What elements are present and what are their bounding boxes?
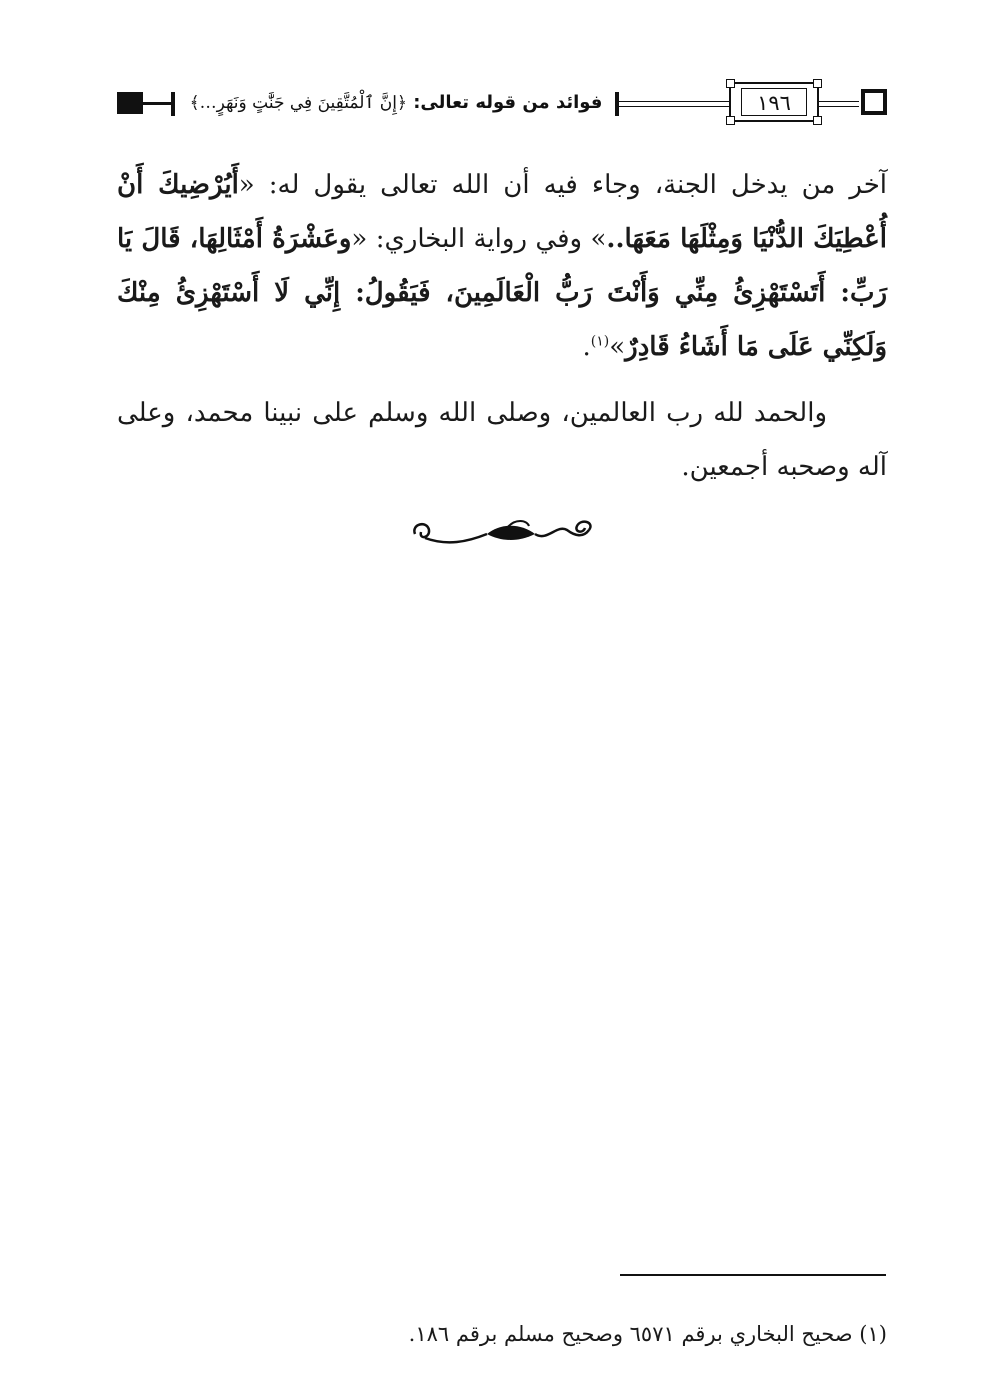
- text-run: آخر من يدخل الجنة، وجاء فيه أن الله تعالى يقول له: «: [238, 170, 887, 200]
- frame-corner-ornament: [726, 116, 735, 125]
- header-title-verse: ﴿إِنَّ ٱلْمُتَّقِينَ فِي جَنَّٰتٍ وَنَهَرٍ…﴾: [189, 93, 407, 113]
- paragraph-closing: والحمد لله رب العالمين، وصلى الله وسلم على نبينا محمد، وعلى آله وصحبه أجمعين.: [117, 398, 887, 482]
- header-bar-left: [171, 92, 175, 116]
- frame-corner-ornament: [813, 79, 822, 88]
- page-number: ١٩٦: [741, 88, 807, 116]
- hadith-quote-1: أَيُرْضِيكَ أَنْ أُعْطِيَكَ الدُّنْيَا وَمِثْلَهَا مَعَهَا..: [117, 170, 887, 254]
- hadith-quote-2: وعَشْرَةُ أَمْثَالِهَا، قَالَ يَا رَبِّ: أَتَسْتَهْزِئُ مِنِّي وَأَنْتَ رَبُّ الْعَالَمِينَ، فَيَقُولُ: إِنِّي لَا أَسْتَهْزِئُ مِنْكَ وَلَكِنِّي عَلَى مَا أَشَاءُ قَادِرٌ: [117, 224, 887, 362]
- header-ornament-square-left: [117, 92, 143, 114]
- header-rule-right: [819, 101, 859, 107]
- page-number-frame: [729, 82, 819, 122]
- text-run: .: [582, 332, 591, 362]
- footnote-separator: [620, 1274, 886, 1276]
- footnote-text: (١) صحيح البخاري برقم ٦٥٧١ وصحيح مسلم برقم ١٨٦.: [408, 1322, 887, 1346]
- footnote-reference: (١): [590, 333, 610, 350]
- header-title-prefix: فوائد من قوله تعالى:: [413, 92, 603, 113]
- running-header: [117, 80, 887, 126]
- frame-corner-ornament: [726, 79, 735, 88]
- header-title: [181, 86, 611, 120]
- text-run: » وفي رواية البخاري: «: [351, 224, 607, 254]
- frame-corner-ornament: [813, 116, 822, 125]
- paragraph-hadith: [117, 158, 887, 374]
- section-end-ornament-icon: [407, 512, 597, 552]
- text-run: »: [609, 332, 626, 362]
- header-rule-left: [143, 102, 171, 105]
- header-rule-middle: [619, 101, 729, 107]
- header-ornament-square-right: [861, 89, 887, 115]
- page-body: [117, 158, 887, 494]
